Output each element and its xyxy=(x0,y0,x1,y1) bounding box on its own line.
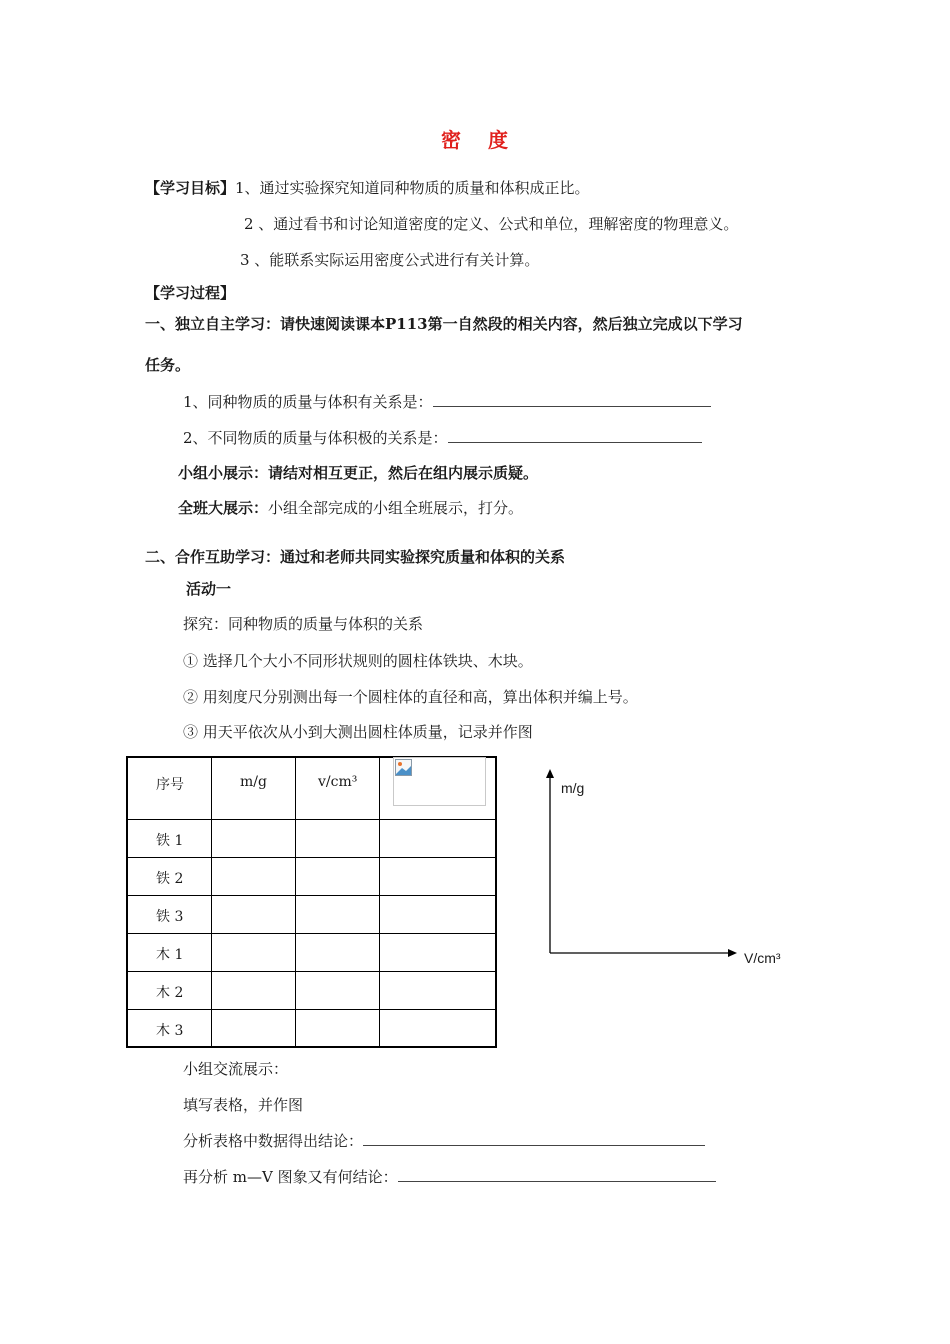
class-show: 全班大展示：小组全部完成的小组全班展示，打分。 xyxy=(178,499,524,517)
objective-2: 2 、通过看书和讨论知道密度的定义、公式和单位，理解密度的物理意义。 xyxy=(244,215,739,233)
header-cell: m/g xyxy=(212,757,296,819)
y-axis-arrow-icon xyxy=(546,769,554,778)
table-cell[interactable] xyxy=(380,1009,497,1047)
row-label-cell: 木 1 xyxy=(127,933,212,971)
table-cell[interactable] xyxy=(212,819,296,857)
table-cell[interactable] xyxy=(380,895,497,933)
step-3: ③ 用天平依次从小到大测出圆柱体质量，记录并作图 xyxy=(183,723,533,741)
table-row xyxy=(127,895,496,933)
row-label-cell: 木 2 xyxy=(127,971,212,1009)
table-cell[interactable] xyxy=(212,895,296,933)
answer-blank-1[interactable] xyxy=(433,405,711,407)
table-row xyxy=(127,933,496,971)
table-cell[interactable] xyxy=(296,933,380,971)
row-label-cell: 铁 1 xyxy=(127,819,212,857)
table-cell[interactable] xyxy=(380,933,497,971)
table-cell[interactable] xyxy=(212,971,296,1009)
table-row xyxy=(127,819,496,857)
table-cell[interactable] xyxy=(380,971,497,1009)
activity-label: 活动一 xyxy=(186,580,232,598)
fill-text: 填写表格，并作图 xyxy=(183,1096,304,1114)
header-cell: 序号 xyxy=(127,757,212,819)
row-label-cell: 木 3 xyxy=(127,1009,212,1047)
y-axis-label: m/g xyxy=(561,780,585,796)
answer-blank-4[interactable] xyxy=(398,1180,716,1182)
objective-3: 3 、能联系实际运用密度公式进行有关计算。 xyxy=(240,251,540,269)
table-cell[interactable] xyxy=(296,857,380,895)
table-cell[interactable] xyxy=(296,971,380,1009)
step-2: ② 用刻度尺分别测出每一个圆柱体的直径和高，算出体积并编上号。 xyxy=(183,688,638,706)
row-label-cell: 铁 2 xyxy=(127,857,212,895)
table-row xyxy=(127,971,496,1009)
page-title: 密 度 xyxy=(441,128,509,152)
question-2: 2、不同物质的质量与体积极的关系是： xyxy=(183,427,702,448)
objective-1: 【学习目标】1、通过实验探究知道同种物质的质量和体积成正比。 xyxy=(145,179,590,197)
section1-heading: 一、独立自主学习：请快速阅读课本P113第一自然段的相关内容，然后独立完成以下学习 xyxy=(145,315,743,333)
table-cell[interactable] xyxy=(380,819,497,857)
row-label-cell: 铁 3 xyxy=(127,895,212,933)
exchange-text: 小组交流展示： xyxy=(183,1060,289,1078)
step-1: ① 选择几个大小不同形状规则的圆柱体铁块、木块。 xyxy=(183,652,533,670)
image-placeholder xyxy=(393,757,486,806)
x-axis-arrow-icon xyxy=(728,949,737,957)
header-cell: v/cm³ xyxy=(296,757,380,819)
table-row xyxy=(127,1009,496,1047)
group-show: 小组小展示：请结对相互更正，然后在组内展示质疑。 xyxy=(178,464,539,482)
answer-blank-2[interactable] xyxy=(448,441,702,443)
section1-heading-cont: 任务。 xyxy=(145,356,191,374)
process-label: 【学习过程】 xyxy=(145,284,236,302)
answer-blank-3[interactable] xyxy=(363,1144,705,1146)
analyze-graph: 再分析 m—V 图象又有何结论： xyxy=(183,1166,716,1187)
table-cell[interactable] xyxy=(296,819,380,857)
table-cell[interactable] xyxy=(296,1009,380,1047)
section2-heading: 二、合作互助学习：通过和老师共同实验探究质量和体积的关系 xyxy=(145,548,566,566)
objectives-label: 【学习目标】 xyxy=(145,179,236,197)
broken-image-icon xyxy=(394,758,414,778)
explore-text: 探究：同种物质的质量与体积的关系 xyxy=(183,615,424,633)
x-axis-label: V/cm³ xyxy=(744,950,781,966)
table-cell[interactable] xyxy=(212,1009,296,1047)
table-cell[interactable] xyxy=(212,933,296,971)
analyze-table: 分析表格中数据得出结论： xyxy=(183,1130,705,1151)
table-cell[interactable] xyxy=(296,895,380,933)
table-cell[interactable] xyxy=(380,857,497,895)
table-row xyxy=(127,857,496,895)
question-1: 1、同种物质的质量与体积有关系是： xyxy=(183,391,711,412)
table-cell[interactable] xyxy=(212,857,296,895)
